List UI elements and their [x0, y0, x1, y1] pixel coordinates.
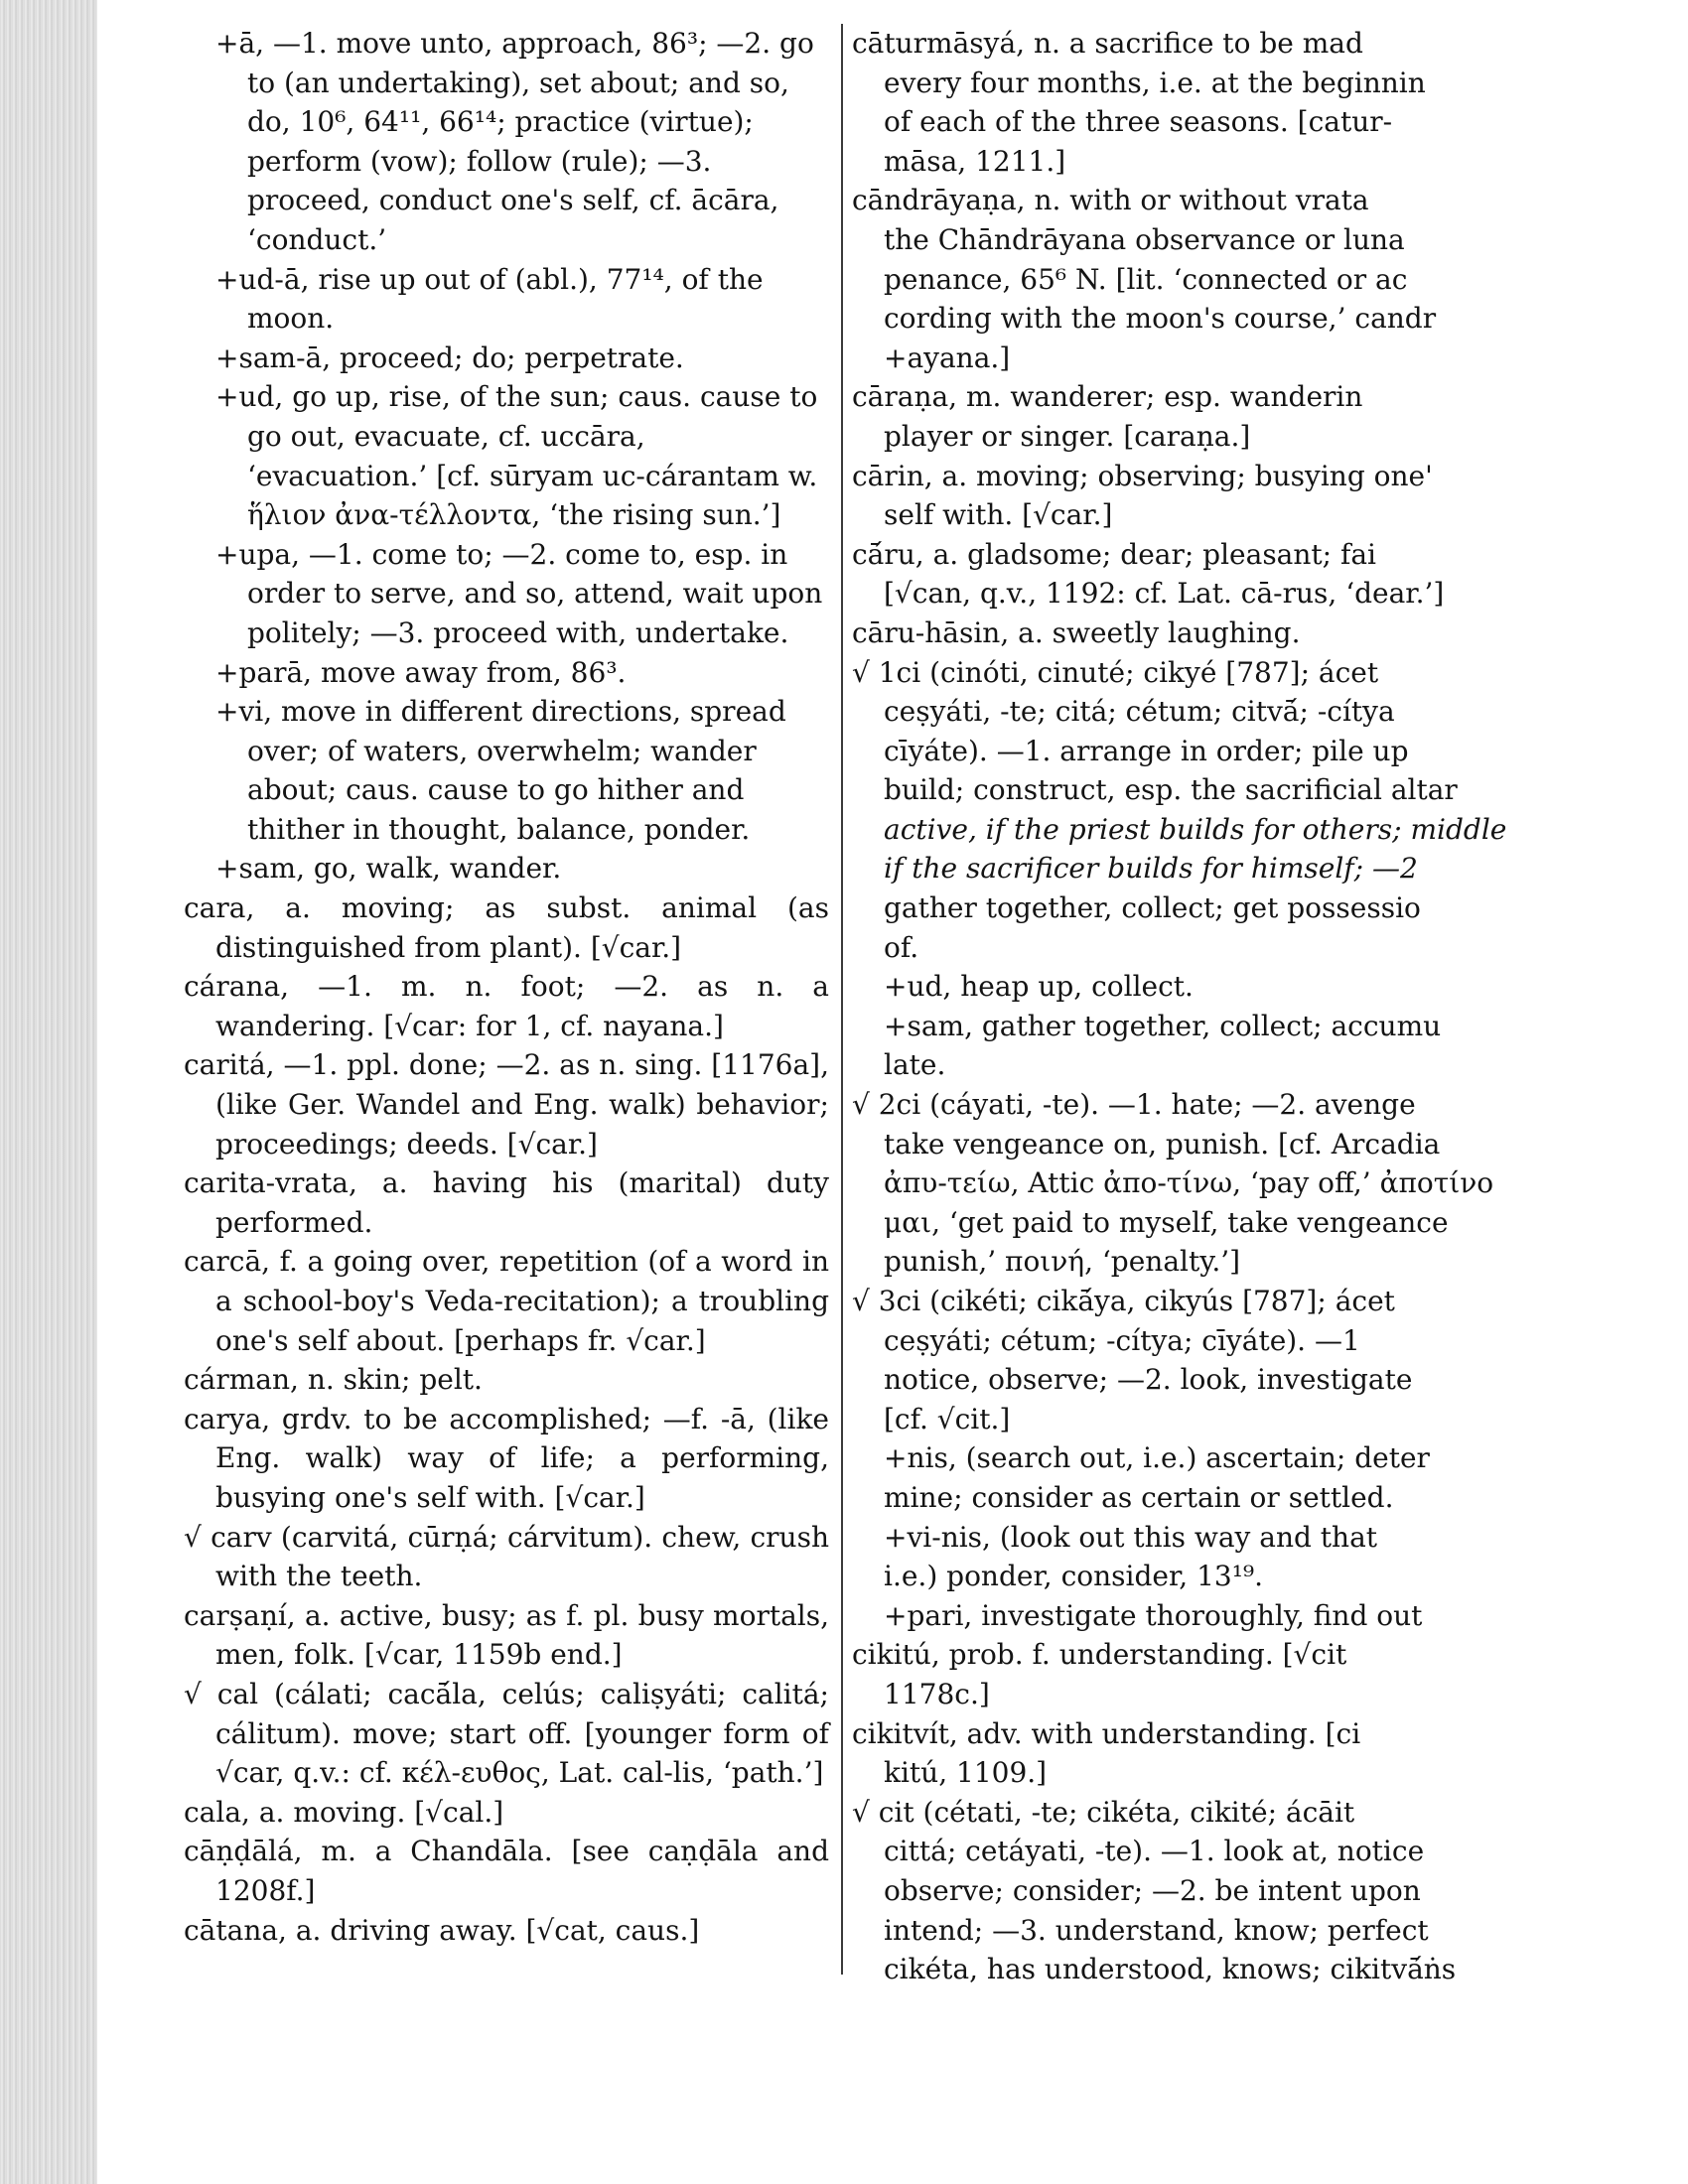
right-line: √ cit (cétati, -te; cikéta, cikité; ácāit: [852, 1795, 1355, 1829]
entry-car-vi: +vi, move in different directions, spread over; of waters, overwhelm; wander about; caus. cause to go hither and thither in thought, balance, ponder.: [215, 695, 786, 846]
right-line: every four months, i.e. at the beginnin: [884, 66, 1426, 99]
right-line: observe; consider; —2. be intent upon: [884, 1873, 1421, 1907]
right-line: cīyáte). —1. arrange in order; pile up: [884, 734, 1409, 767]
right-line: ἀπυ-τείω, Attic ἀπο-τίνω, ‘pay off,’ ἀποτίνο: [884, 1166, 1494, 1200]
right-line: +nis, (search out, i.e.) ascertain; deter: [884, 1441, 1430, 1475]
entry-carya: carya, grdv. to be accomplished; —f. -ā, (like Eng. walk) way of life; a performing, busying one's self with. [√car.]: [184, 1402, 829, 1514]
right-line: +pari, investigate thoroughly, find out: [884, 1598, 1423, 1632]
right-line: √ 3ci (cikéti; cikā́ya, cikyús [787]; ácet: [852, 1285, 1395, 1317]
right-line: ceṣyáti, -te; citá; cétum; citvā́; -cítya: [884, 695, 1395, 729]
entry-carman: cárman, n. skin; pelt.: [184, 1363, 483, 1397]
scan-binding-edge: [0, 0, 97, 2184]
left-column: [184, 24, 829, 1950]
right-line: ceṣyáti; cétum; -cítya; cīyáte). —1: [884, 1323, 1360, 1357]
right-line: kitú, 1109.]: [884, 1756, 1048, 1790]
right-line: cikitvít, adv. with understanding. [ci: [852, 1716, 1361, 1750]
right-line: punish,’ ποινή, ‘penalty.’]: [884, 1245, 1241, 1279]
right-line: i.e.) ponder, consider, 13¹⁹.: [884, 1560, 1264, 1593]
column-divider: [841, 24, 843, 1975]
right-line: cārin, a. moving; observing; busying one': [852, 459, 1433, 492]
entry-candala: cāṇḍālá, m. a Chandāla. [see caṇḍāla and 1208f.]: [184, 1835, 829, 1907]
entry-carita: caritá, —1. ppl. done; —2. as n. sing. [1176a], (like Ger. Wandel and Eng. walk) behavior; proceedings; deeds. [√car.]: [184, 1048, 829, 1160]
right-line: late.: [884, 1048, 946, 1082]
right-line: +ud, heap up, collect.: [884, 970, 1194, 1004]
right-line: player or singer. [caraṇa.]: [884, 419, 1251, 453]
right-line: gather together, collect; get possessio: [884, 891, 1421, 925]
entry-carca: carcā, f. a going over, repetition (of a word in a school-boy's Veda-recitation); a troubling one's self about. [perhaps fr. √car.]: [184, 1245, 829, 1357]
entry-car-sam: +sam, go, walk, wander.: [215, 852, 562, 886]
right-line: √ 1ci (cinóti, cinuté; cikyé [787]; ácet: [852, 655, 1379, 689]
right-line: cā́ru, a. gladsome; dear; pleasant; fai: [852, 537, 1377, 571]
right-line: cāndrāyaṇa, n. with or without vrata: [852, 184, 1369, 217]
right-line: penance, 65⁶ N. [lit. ‘connected or ac: [884, 262, 1408, 296]
entry-cala: cala, a. moving. [√cal.]: [184, 1795, 504, 1829]
entry-car-a: +ā, —1. move unto, approach, 86³; —2. go to (an undertaking), set about; and so, do, 10⁶, 64¹¹, 66¹⁴; practice (virtue); perform (vow); follow (rule); —3. proceed, conduct one's self, cf. ācāra, ‘conduct.’: [215, 27, 814, 256]
right-line: +vi-nis, (look out this way and that: [884, 1520, 1378, 1554]
right-line: intend; —3. understand, know; perfect: [884, 1913, 1429, 1947]
entry-carv: √ carv (carvitá, cūrṇá; cárvitum). chew, crush with the teeth.: [184, 1520, 829, 1593]
right-column: [852, 24, 1688, 1989]
right-line: [√can, q.v., 1192: cf. Lat. cā-rus, ‘dear.’]: [884, 577, 1445, 611]
right-line: cittá; cetáyati, -te). —1. look at, notice: [884, 1835, 1425, 1868]
entry-car-ud-a: +ud-ā, rise up out of (abl.), 77¹⁴, of the moon.: [215, 262, 764, 336]
right-line: māsa, 1211.]: [884, 144, 1066, 178]
right-line: if the sacrificer builds for himself; —2: [884, 852, 1418, 886]
right-line: cikitú, prob. f. understanding. [√cit: [852, 1638, 1347, 1672]
right-line: the Chāndrāyana observance or luna: [884, 222, 1405, 256]
right-line: [cf. √cit.]: [884, 1402, 1011, 1435]
entry-carana: cárana, —1. m. n. foot; —2. as n. a wandering. [√car: for 1, cf. nayana.]: [184, 970, 829, 1042]
right-line: of each of the three seasons. [catur-: [884, 105, 1393, 139]
right-line: √ 2ci (cáyati, -te). —1. hate; —2. avenge: [852, 1088, 1416, 1122]
right-line: cāru-hāsin, a. sweetly laughing.: [852, 615, 1301, 649]
entry-cal: √ cal (cálati; cacā́la, celús; caliṣyáti; calitá; cálitum). move; start off. [younger form of √car, q.v.: cf. κέλ-ευθος, Lat. cal-lis, ‘path.’]: [184, 1677, 829, 1790]
right-line: mine; consider as certain or settled.: [884, 1480, 1394, 1514]
right-line: cāturmāsyá, n. a sacrifice to be mad: [852, 27, 1363, 60]
entry-car-upa: +upa, —1. come to; —2. come to, esp. in order to serve, and so, attend, wait upon politely; —3. proceed with, undertake.: [215, 537, 823, 649]
right-line: cording with the moon's course,’ candr: [884, 302, 1437, 336]
right-line: +sam, gather together, collect; accumu: [884, 1009, 1442, 1042]
right-line: μαι, ‘get paid to myself, take vengeance: [884, 1205, 1449, 1239]
right-line: build; construct, esp. the sacrificial altar: [884, 773, 1458, 807]
entry-car-sam-a: +sam-ā, proceed; do; perpetrate.: [215, 341, 684, 374]
right-line: cāraṇa, m. wanderer; esp. wanderin: [852, 380, 1363, 414]
right-line: self with. [√car.]: [884, 498, 1113, 532]
right-line: active, if the priest builds for others; middle: [884, 812, 1507, 846]
entry-catana: cātana, a. driving away. [√cat, caus.]: [184, 1913, 700, 1947]
right-line: cikéta, has understood, knows; cikitvā́ṅs: [884, 1953, 1457, 1986]
entry-carita-vrata: carita-vrata, a. having his (marital) duty performed.: [184, 1166, 829, 1239]
right-line: notice, observe; —2. look, investigate: [884, 1363, 1413, 1397]
entry-car-para: +parā, move away from, 86³.: [215, 655, 627, 689]
right-line: of.: [884, 930, 919, 964]
entry-carsani: carṣaṇí, a. active, busy; as f. pl. busy mortals, men, folk. [√car, 1159b end.]: [184, 1598, 829, 1672]
right-line: 1178c.]: [884, 1677, 990, 1710]
right-line: take vengeance on, punish. [cf. Arcadia: [884, 1127, 1441, 1160]
entry-car-ud: +ud, go up, rise, of the sun; caus. cause to go out, evacuate, cf. uccāra, ‘evacuation.’ [cf. sūryam uc-cárantam w. ἥλιον ἀνα-τέλλοντα, ‘the rising sun.’]: [215, 380, 818, 532]
right-line: +ayana.]: [884, 341, 1011, 374]
entry-cara: cara, a. moving; as subst. animal (as distinguished from plant). [√car.]: [184, 891, 829, 964]
